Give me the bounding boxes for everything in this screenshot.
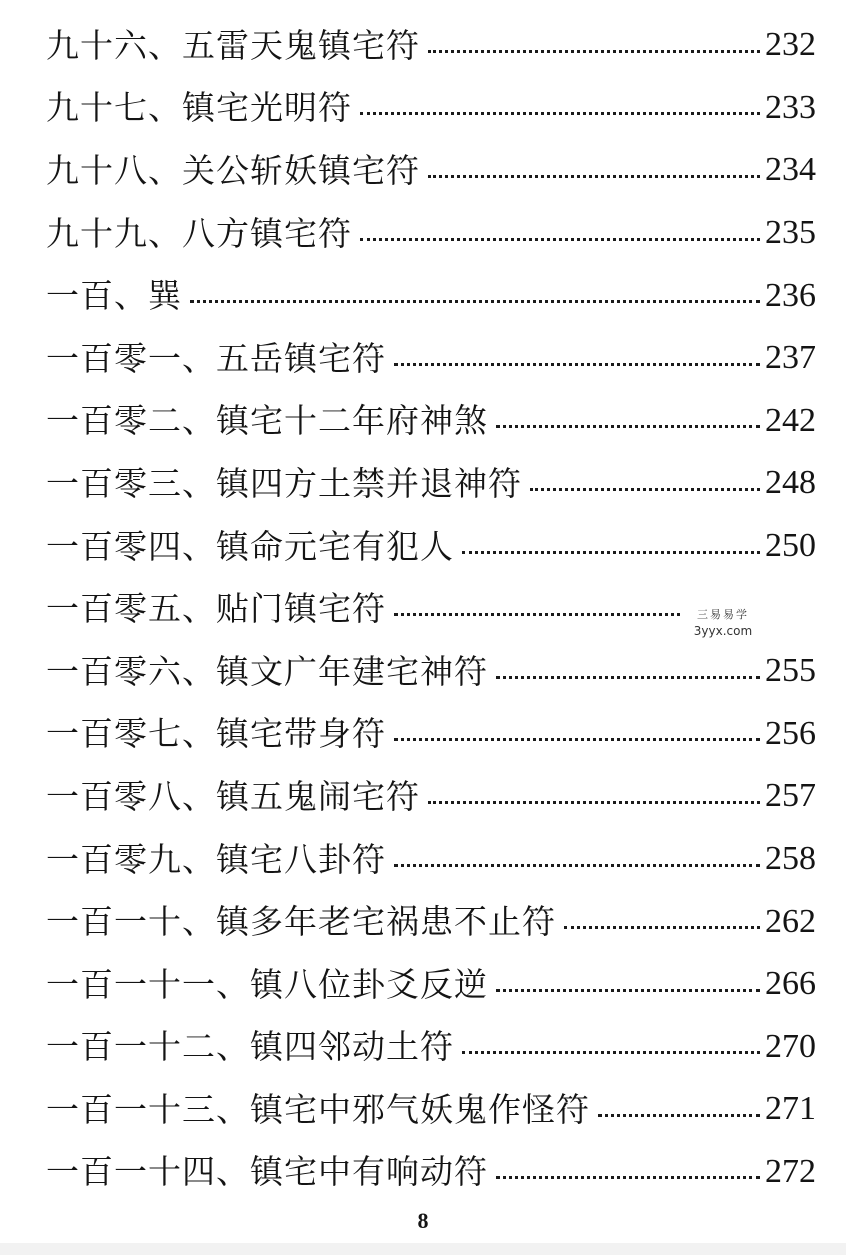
toc-entry bbox=[46, 77, 816, 140]
entry-page-number: 256 bbox=[765, 714, 816, 752]
dot-leader bbox=[496, 425, 760, 428]
entry-page-number: 236 bbox=[765, 276, 816, 314]
dot-leader bbox=[598, 1114, 760, 1117]
dot-leader bbox=[462, 1051, 760, 1054]
dot-leader bbox=[428, 801, 760, 804]
dot-leader bbox=[496, 989, 760, 992]
entry-title: 九十六、五雷天鬼镇宅符 bbox=[46, 25, 420, 65]
entry-title: 一百、巽 bbox=[46, 276, 182, 316]
watermark-site-name: 三易易学 bbox=[697, 608, 749, 621]
entry-page-number: 234 bbox=[765, 151, 816, 189]
entry-page-number: 270 bbox=[765, 1027, 816, 1065]
entry-title: 一百一十一、镇八位卦爻反逆 bbox=[46, 964, 488, 1004]
toc-entry bbox=[46, 327, 816, 390]
entry-title: 一百一十四、镇宅中有响动符 bbox=[46, 1152, 488, 1192]
entry-title: 一百零八、镇五鬼闹宅符 bbox=[46, 776, 420, 816]
page-number: 8 bbox=[417, 1208, 429, 1233]
toc-entry bbox=[46, 452, 816, 515]
entry-title: 一百一十二、镇四邻动土符 bbox=[46, 1027, 454, 1067]
entry-title: 一百零五、贴门镇宅符 bbox=[46, 589, 386, 629]
entry-page-number: 272 bbox=[765, 1152, 816, 1190]
dot-leader bbox=[564, 926, 760, 929]
toc-entry bbox=[46, 765, 816, 828]
entry-page-number: 262 bbox=[765, 902, 816, 940]
entry-page-number: 255 bbox=[765, 652, 816, 690]
toc-entry bbox=[46, 640, 816, 703]
entry-page-number: 237 bbox=[765, 339, 816, 377]
toc-entry bbox=[46, 1141, 816, 1204]
toc-entry bbox=[46, 515, 816, 578]
toc-entry bbox=[46, 139, 816, 202]
entry-title: 一百零三、镇四方土禁并退神符 bbox=[46, 463, 522, 503]
entry-title: 一百零二、镇宅十二年府神煞 bbox=[46, 401, 488, 441]
entry-title: 九十七、镇宅光明符 bbox=[46, 88, 352, 128]
toc-entry bbox=[46, 1078, 816, 1141]
dot-leader bbox=[190, 300, 760, 303]
entry-title: 九十九、八方镇宅符 bbox=[46, 213, 352, 253]
toc-entry bbox=[46, 703, 816, 766]
entry-page-number: 257 bbox=[765, 777, 816, 815]
entry-title: 一百零一、五岳镇宅符 bbox=[46, 338, 386, 378]
entry-page-number: 248 bbox=[765, 464, 816, 502]
toc-entry bbox=[46, 953, 816, 1016]
dot-leader bbox=[394, 864, 760, 867]
entry-title: 一百零六、镇文广年建宅神符 bbox=[46, 651, 488, 691]
dot-leader bbox=[394, 738, 760, 741]
dot-leader bbox=[496, 1176, 760, 1179]
watermark-site-url: 3yyx.com bbox=[693, 623, 753, 638]
dot-leader bbox=[530, 488, 760, 491]
toc-entry bbox=[46, 264, 816, 327]
entry-page-number: 232 bbox=[765, 26, 816, 64]
dot-leader bbox=[462, 551, 760, 554]
dot-leader bbox=[428, 175, 760, 178]
dot-leader bbox=[496, 676, 760, 679]
entry-page-number: 266 bbox=[765, 965, 816, 1003]
entry-title: 一百零七、镇宅带身符 bbox=[46, 714, 386, 754]
entry-title: 九十八、关公斩妖镇宅符 bbox=[46, 150, 420, 190]
entry-title: 一百零九、镇宅八卦符 bbox=[46, 839, 386, 879]
dot-leader bbox=[360, 112, 760, 115]
entry-page-number: 233 bbox=[765, 88, 816, 126]
toc-entry bbox=[46, 202, 816, 265]
dot-leader bbox=[360, 238, 760, 241]
scan-bottom-edge bbox=[0, 1243, 846, 1255]
entry-page-number: 242 bbox=[765, 401, 816, 439]
toc-entry bbox=[46, 828, 816, 891]
dot-leader bbox=[428, 50, 760, 53]
dot-leader bbox=[394, 363, 760, 366]
toc-entry bbox=[46, 890, 816, 953]
entry-title: 一百一十三、镇宅中邪气妖鬼作怪符 bbox=[46, 1089, 590, 1129]
site-watermark bbox=[683, 608, 763, 639]
entry-title: 一百零四、镇命元宅有犯人 bbox=[46, 526, 454, 566]
toc-entry bbox=[46, 1016, 816, 1079]
toc-entry bbox=[46, 14, 816, 77]
entry-page-number: 250 bbox=[765, 527, 816, 565]
entry-page-number: 271 bbox=[765, 1090, 816, 1128]
entry-title: 一百一十、镇多年老宅祸患不止符 bbox=[46, 902, 556, 942]
entry-page-number: 258 bbox=[765, 840, 816, 878]
toc-entry bbox=[46, 390, 816, 453]
entry-page-number: 235 bbox=[765, 214, 816, 252]
